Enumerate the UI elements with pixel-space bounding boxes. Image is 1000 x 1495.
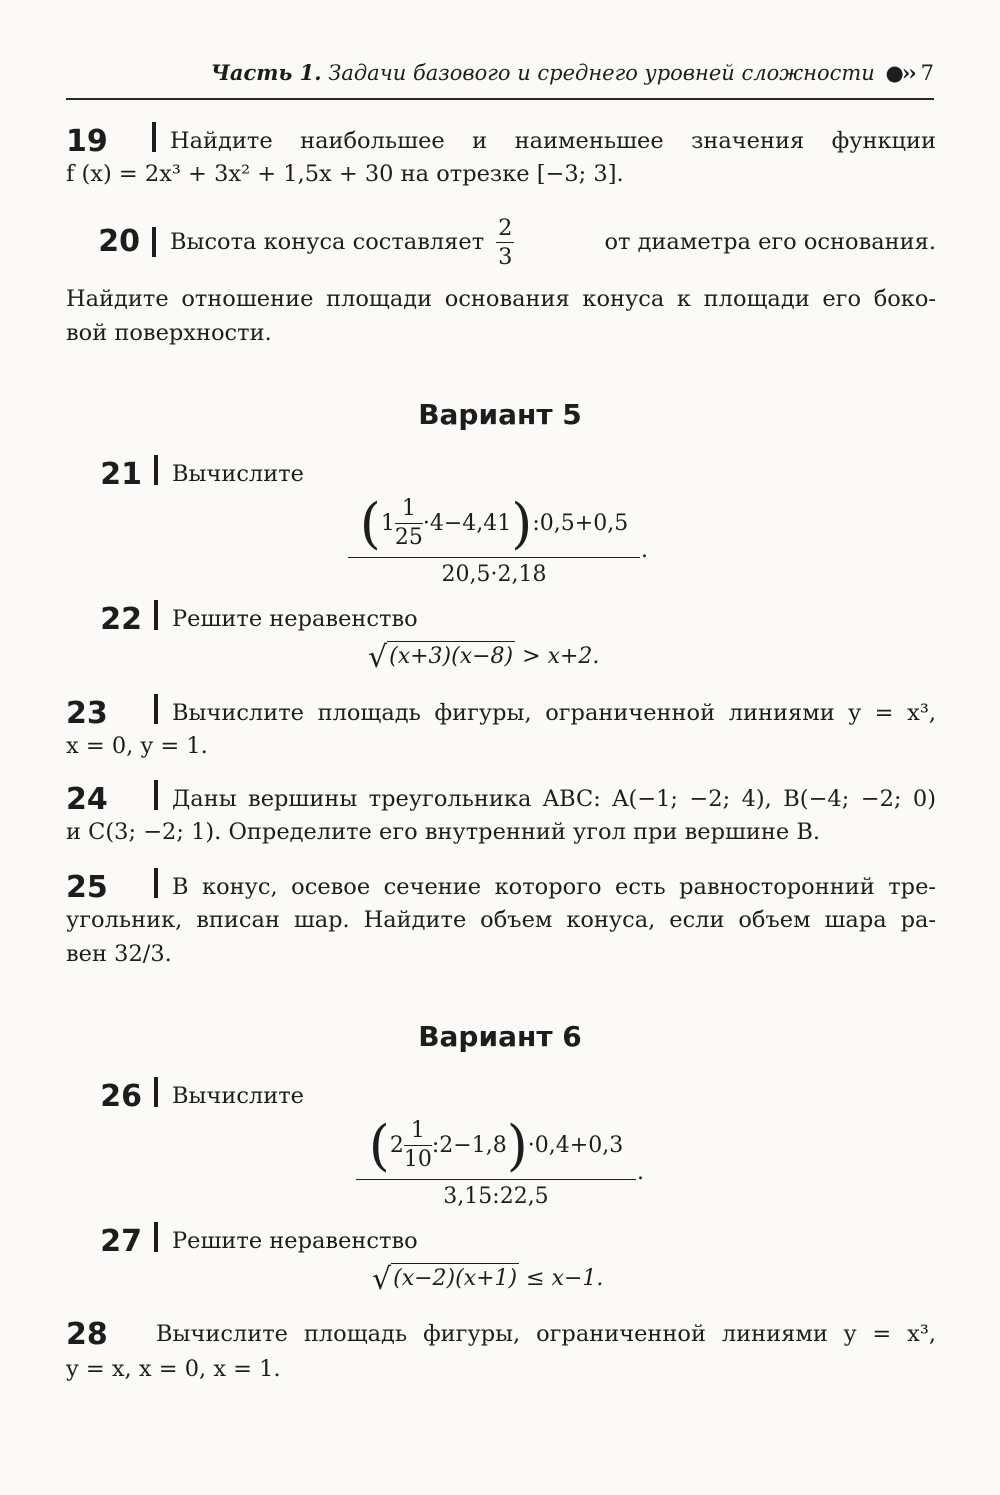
problem-22-line1 (66, 600, 936, 637)
divider-bar (154, 694, 158, 724)
problem-19-line2: f (x) = 2x³ + 3x² + 1,5x + 30 на отрезке [−3; 3]. (66, 161, 624, 187)
divider-bar (154, 868, 158, 898)
divider-bar (152, 227, 156, 257)
mixed-fraction (395, 495, 423, 552)
problem-23-line2: x = 0, y = 1. (66, 733, 208, 759)
fraction-denominator: 3 (498, 243, 513, 270)
problem-20-post: от диаметра его основания. (604, 229, 936, 255)
mixed-whole: 2 (389, 1133, 404, 1158)
divider-bar (152, 122, 156, 152)
problem-23-text: Вычислите площадь фигуры, ограниченной линиями y = x³, (172, 700, 936, 726)
problem-20-line1 (66, 212, 936, 272)
fraction-denominator: 25 (394, 525, 423, 550)
problem-28-text: Вычислите площадь фигуры, ограниченной линиями y = x³, (156, 1321, 936, 1347)
header-title: Задачи базового и среднего уровней сложности (328, 61, 875, 85)
problem-22-inequality: √(x+3)(x−8) > x+2. (368, 640, 600, 675)
problem-27-inequality: √(x−2)(x+1) ≤ x−1. (372, 1262, 604, 1297)
mixed-whole: 1 (380, 511, 395, 536)
problem-27-line1 (66, 1222, 936, 1259)
divider-bar (154, 455, 158, 485)
expression-numerator: (2 $\frac{1}{10}$ :2−1,8)·0,4+0,3 (356, 1114, 636, 1180)
running-header (66, 58, 934, 100)
mixed-fraction (404, 1117, 432, 1174)
numerator-rest: :2−1,8 (431, 1133, 507, 1158)
problem-21-line1 (66, 455, 936, 492)
header-dots: ●›› (885, 60, 915, 85)
problem-number: 28 (66, 1317, 108, 1352)
problem-19-line1 (66, 122, 936, 159)
problem-number: 23 (66, 696, 108, 731)
problem-20-line3: вой поверхности. (66, 320, 272, 346)
problem-number: 20 (98, 224, 140, 259)
radicand: (x−2)(x+1) (391, 1263, 519, 1294)
problem-number: 19 (66, 124, 108, 159)
problem-number: 21 (100, 457, 142, 492)
numerator-tail: :0,5+0,5 (532, 511, 629, 536)
divider-bar (154, 600, 158, 630)
problem-20-line2: Найдите отношение площади основания конуса к площади его боко- (66, 286, 936, 312)
problem-23-line1 (66, 694, 936, 731)
problem-number: 24 (66, 782, 108, 817)
problem-28-line1 (66, 1317, 936, 1352)
problem-20-pre: Высота конуса составляет (170, 229, 485, 255)
problem-number: 27 (100, 1224, 142, 1259)
problem-26-line1 (66, 1077, 936, 1114)
inequality-rhs: ≤ x−1. (526, 1266, 604, 1291)
problem-26-expression: (2 $\frac{1}{10}$ :2−1,8)·0,4+0,3 3,15:22,5 . (356, 1114, 636, 1214)
problem-21-expression: (1 $\frac{1}{25}$ ·4−4,41):0,5+0,5 20,5·2,18 . (348, 492, 640, 592)
expression-denominator: 20,5·2,18 (441, 562, 547, 587)
problem-19-text: Найдите наибольшее и наименьшее значения функции (170, 128, 936, 154)
problem-number: 25 (66, 870, 108, 905)
fraction-numerator: 2 (498, 214, 513, 241)
problem-24-line2: и C(3; −2; 1). Определите его внутренний угол при вершине B. (66, 819, 821, 845)
problem-24-line1 (66, 780, 936, 817)
numerator-rest: ·4−4,41 (422, 511, 512, 536)
divider-bar (154, 780, 158, 810)
variant-5-title: Вариант 5 (418, 398, 582, 431)
problem-25-line2: угольник, вписан шар. Найдите объем конуса, если объем шара ра- (66, 907, 936, 933)
problem-number: 22 (100, 602, 142, 637)
inequality-rhs: > x+2. (522, 644, 600, 669)
fraction-denominator: 10 (403, 1147, 432, 1172)
problem-25-text: В конус, осевое сечение которого есть равносторонний тре- (172, 874, 936, 900)
divider-bar (154, 1222, 158, 1252)
problem-26-text: Вычислите (172, 1083, 304, 1109)
problem-21-text: Вычислите (172, 461, 304, 487)
problem-25-line1 (66, 868, 936, 905)
numerator-tail: ·0,4+0,3 (527, 1133, 624, 1158)
problem-27-text: Решите неравенство (172, 1228, 418, 1254)
problem-25-line3: вен 32/3. (66, 941, 172, 967)
radicand: (x+3)(x−8) (387, 641, 515, 672)
divider-bar (154, 1077, 158, 1107)
header-part: Часть 1. (210, 60, 322, 85)
expression-numerator: (1 $\frac{1}{25}$ ·4−4,41):0,5+0,5 (348, 492, 640, 558)
problem-22-text: Решите неравенство (172, 606, 418, 632)
fraction-two-thirds (496, 214, 514, 271)
problem-28-line2: y = x, x = 0, x = 1. (66, 1356, 281, 1382)
variant-6-title: Вариант 6 (418, 1020, 582, 1053)
fraction-numerator: 1 (404, 1117, 432, 1146)
problem-24-text: Даны вершины треугольника ABC: A(−1; −2; 4), B(−4; −2; 0) (172, 786, 936, 812)
page-number: 7 (920, 61, 934, 85)
fraction-numerator: 1 (395, 495, 423, 524)
expression-denominator: 3,15:22,5 (443, 1184, 549, 1209)
problem-number: 26 (100, 1079, 142, 1114)
